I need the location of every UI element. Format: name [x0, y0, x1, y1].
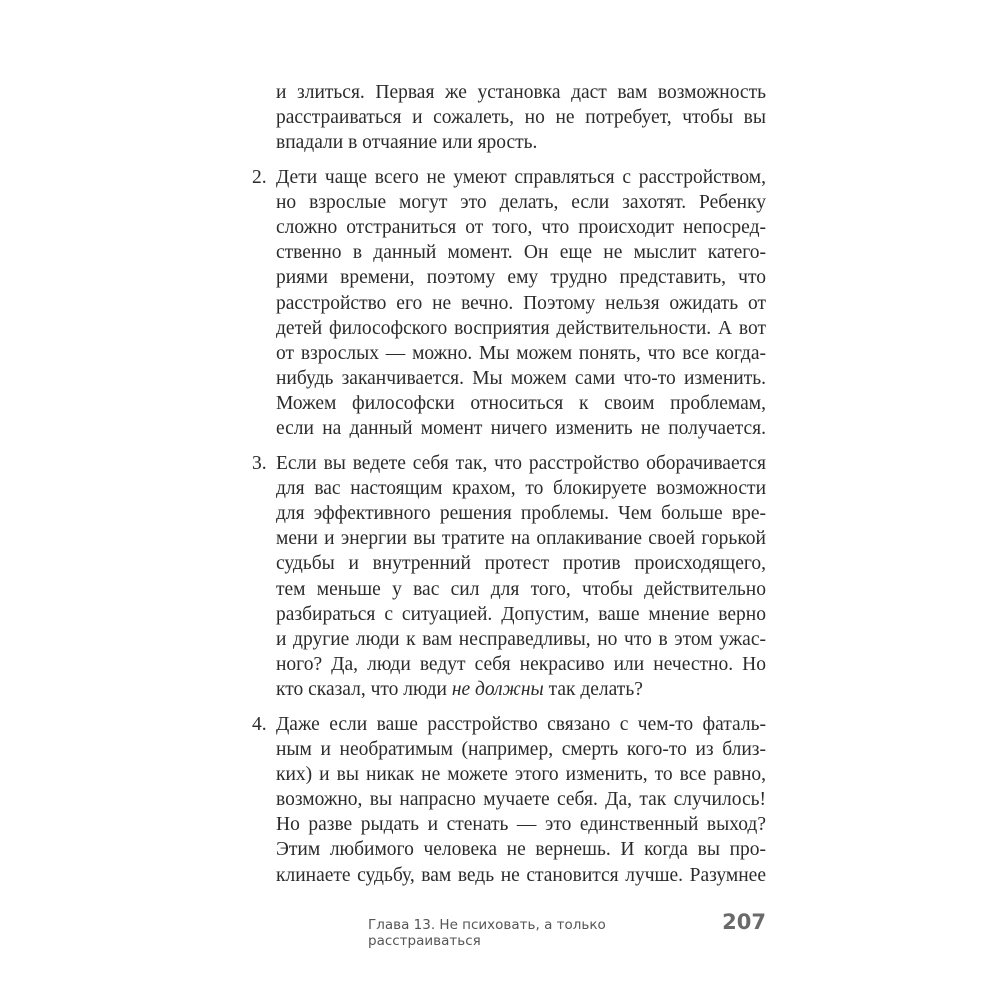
text-line: мени и энергии вы тратите на оплакивание своей горькой: [276, 528, 766, 550]
page-number: 207: [722, 910, 766, 934]
text-line: нибудь заканчивается. Мы можем сами что-то изменить.: [276, 368, 766, 390]
text-line: и злиться. Первая же установка даст вам возможность: [276, 82, 766, 103]
text-line: от взрослых — можно. Мы можем понять, что все когда-: [276, 342, 766, 364]
text-line: риями времени, поэтому ему трудно представить, что: [276, 267, 766, 289]
text-line: возможно, вы напрасно мучаете себя. Да, так случилось!: [276, 789, 766, 811]
text-line: Даже если ваше расстройство связано с чем-то фаталь-: [276, 713, 766, 735]
list-item-2: [252, 165, 766, 442]
text-line: расстраиваться и сожалеть, но не потребует, чтобы вы: [276, 107, 766, 129]
text-line: но взрослые могут это делать, если захотят. Ребенку: [276, 191, 766, 213]
text-line: Дети чаще всего не умеют справляться с расстройством,: [276, 166, 766, 188]
text-line: Этим любимого человека не вернешь. И когда вы про-: [276, 839, 766, 861]
page-footer: [368, 910, 766, 949]
list-number: 2.: [252, 166, 267, 188]
running-footer-chapter: Глава 13. Не психовать, а только расстраиваться: [368, 917, 606, 949]
text-line: расстройство его не вечно. Поэтому нельзя ожидать от: [276, 292, 766, 314]
text-line: ного? Да, люди ведут себя некрасиво или нечестно. Но: [276, 654, 766, 676]
text-line: для вас настоящим крахом, то блокируете возможности: [276, 477, 766, 499]
text-line: если на данный момент ничего изменить не получается.: [276, 418, 766, 440]
text-line: Если вы ведете себя так, что расстройство оборачивается: [276, 452, 766, 474]
text-line: клинаете судьбу, вам ведь не становится лучше. Разумнее: [276, 864, 766, 886]
text-line: Можем философски относиться к своим проблемам,: [276, 393, 766, 415]
list-item-4: [252, 712, 766, 888]
text-line: разбираться с ситуацией. Допустим, ваше мнение верно: [276, 603, 766, 625]
page-body: [252, 80, 766, 888]
text-span: кто сказал, что люди: [276, 679, 452, 701]
text-line: [276, 677, 766, 702]
list-item-continuation: [276, 80, 766, 156]
text-line: детей философского восприятия действительности. А вот: [276, 317, 766, 339]
text-line: Но разве рыдать и стенать — это единственный выход?: [276, 814, 766, 836]
text-line: впадали в отчаяние или ярость.: [276, 132, 538, 154]
italic-emphasis: не должны: [451, 679, 544, 701]
text-line: судьбы и внутренний протест против происходящего,: [276, 553, 766, 575]
list-number: 3.: [252, 452, 267, 474]
text-line: для эффективного решения проблемы. Чем больше вре-: [276, 503, 766, 524]
text-line: сложно отстраниться от того, что происходит непосред-: [276, 216, 766, 238]
text-line: ным и необратимым (например, смерть кого-то из близ-: [276, 738, 766, 760]
text-line: тем меньше у вас сил для того, чтобы действительно: [276, 578, 766, 600]
list-number: 4.: [252, 713, 267, 735]
text-line: ких) и вы никак не можете этого изменить, то все равно,: [276, 763, 766, 785]
text-line: и другие люди к вам несправедливы, но что в этом ужас-: [276, 628, 766, 650]
list-item-3: [252, 451, 766, 703]
text-span: так делать?: [543, 679, 643, 701]
text-line: ственно в данный момент. Он еще не мыслит катего-: [276, 242, 766, 264]
